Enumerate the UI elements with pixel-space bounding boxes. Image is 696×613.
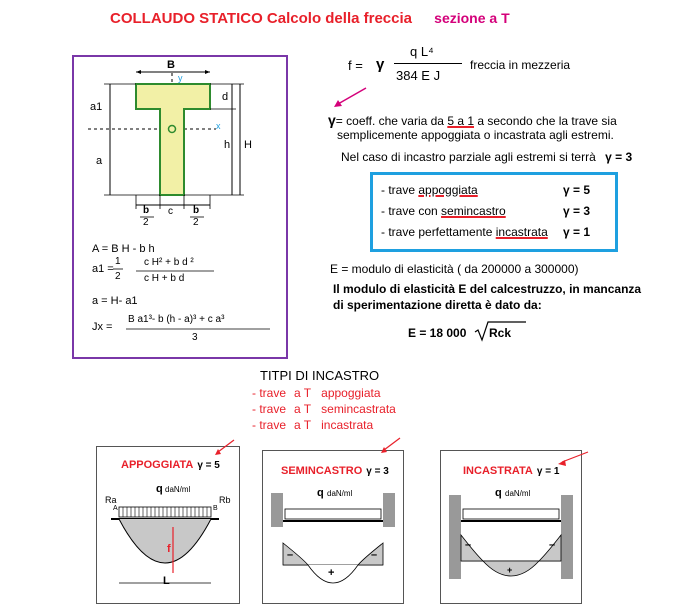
panel-semincastro-minus-left: – bbox=[287, 549, 294, 561]
gamma-row-2 bbox=[381, 204, 506, 218]
page-title bbox=[110, 10, 510, 27]
formula-a1-half-num: 1 bbox=[115, 256, 121, 267]
gamma-row-3-hl: incastrata bbox=[495, 225, 548, 239]
panel-semincastro-unit: daN/ml bbox=[327, 489, 353, 498]
formula-main-lhs: f = bbox=[348, 58, 363, 73]
panel-appoggiata-a: A bbox=[113, 505, 118, 512]
formula-a1-num: c H² + b d ² bbox=[144, 257, 194, 268]
gamma-row-1 bbox=[381, 183, 478, 197]
types-item-1-mid: a T bbox=[294, 386, 312, 400]
gamma-line1-hl: 5 a 1 bbox=[447, 114, 475, 128]
types-item-2 bbox=[252, 402, 396, 416]
panel-incastrata-gamma: γ = 1 bbox=[536, 466, 560, 477]
formula-jx-num: B a1³- b (h - a)³ + c a³ bbox=[128, 314, 225, 325]
panel-appoggiata-f: f bbox=[167, 543, 171, 555]
panel-incastrata-load: q bbox=[495, 487, 502, 499]
panel-semincastro-title-text: SEMINCASTRO bbox=[281, 465, 363, 477]
gamma-line1-pre: = coeff. che varia da bbox=[335, 114, 448, 128]
gamma-line2: semplicemente appoggiata o incastrata agli estremi. bbox=[337, 128, 614, 142]
panel-appoggiata-title-text: APPOGGIATA bbox=[121, 459, 194, 471]
formula-a1-half-den: 2 bbox=[115, 271, 121, 282]
gamma-row-1-val: γ = 5 bbox=[563, 183, 591, 197]
formula-a1-den: c H + b d bbox=[144, 273, 185, 284]
formula-main-bar bbox=[394, 63, 462, 64]
panel-appoggiata bbox=[96, 446, 240, 604]
formula-area: A = B H - b h bbox=[92, 243, 155, 255]
types-item-1 bbox=[252, 386, 381, 400]
arrow-pointer-icon bbox=[330, 86, 370, 110]
t-section-drawing bbox=[74, 57, 286, 357]
label-a1: a1 bbox=[90, 101, 103, 113]
panel-semincastro-minus-right: – bbox=[371, 549, 378, 561]
arrow-appoggiata-icon bbox=[212, 438, 238, 458]
panel-appoggiata-unit: daN/ml bbox=[165, 485, 191, 494]
gamma-partial-text: Nel caso di incastro parziale agli estremi si terrà bbox=[341, 150, 596, 164]
elasticity-formula-rad: Rck bbox=[489, 326, 512, 340]
label-y: y bbox=[178, 73, 183, 83]
arrow-semincastro-icon bbox=[378, 436, 404, 456]
gamma-partial-val: γ = 3 bbox=[605, 150, 633, 164]
formula-main-den: 384 E J bbox=[396, 68, 441, 83]
label-2-right: 2 bbox=[193, 217, 199, 228]
gamma-row-1-hl: appoggiata bbox=[418, 183, 478, 197]
types-item-2-pre: - trave bbox=[252, 402, 287, 416]
gamma-table bbox=[370, 172, 618, 252]
label-d: d bbox=[222, 91, 229, 103]
panel-appoggiata-b: B bbox=[213, 505, 218, 512]
gamma-row-2-pre: - trave con bbox=[381, 204, 442, 218]
types-heading: TITPI DI INCASTRO bbox=[260, 368, 380, 383]
formula-main-gamma: γ bbox=[376, 56, 385, 73]
label-a: a bbox=[96, 155, 103, 167]
gamma-row-3-pre: - trave perfettamente bbox=[381, 225, 496, 239]
label-c: c bbox=[168, 206, 173, 217]
panel-semincastro-gamma: γ = 3 bbox=[366, 466, 389, 477]
types-item-2-mid: a T bbox=[294, 402, 312, 416]
formula-main-desc: freccia in mezzeria bbox=[470, 58, 571, 72]
gamma-line1-post: a secondo che la trave sia bbox=[474, 114, 617, 128]
label-h: h bbox=[224, 139, 231, 151]
gamma-line1 bbox=[328, 112, 617, 128]
elasticity-line2: Il modulo di elasticità E del calcestruzzo, in mancanza bbox=[333, 282, 642, 296]
panel-appoggiata-rb: Rb bbox=[219, 495, 231, 505]
beam-semincastro-drawing bbox=[263, 451, 403, 603]
title-section: sezione a T bbox=[434, 10, 510, 26]
formula-a1-lhs: a1 = bbox=[92, 263, 114, 275]
types-item-3-mid: a T bbox=[294, 418, 312, 432]
label-B: B bbox=[167, 59, 175, 71]
beam-incastrata-drawing bbox=[441, 451, 581, 603]
gamma-symbol: γ bbox=[328, 112, 336, 128]
arrow-incastrata-icon bbox=[556, 448, 592, 470]
panel-appoggiata-load: q bbox=[156, 483, 163, 495]
types-item-2-post: semincastrata bbox=[321, 402, 396, 416]
formula-main-num: q L⁴ bbox=[410, 44, 434, 59]
title-main: COLLAUDO STATICO Calcolo della freccia bbox=[110, 10, 412, 27]
panel-appoggiata-l: L bbox=[163, 575, 170, 587]
elasticity-formula-lhs: E = 18 000 bbox=[408, 326, 467, 340]
gamma-row-3-val: γ = 1 bbox=[563, 225, 591, 239]
panel-incastrata-plus: + bbox=[507, 565, 513, 575]
label-H: H bbox=[244, 139, 252, 151]
label-x: x bbox=[216, 121, 221, 131]
label-b-left: b bbox=[143, 205, 150, 216]
panel-appoggiata-ra: Ra bbox=[105, 495, 117, 505]
types-item-1-post: appoggiata bbox=[321, 386, 381, 400]
panel-semincastro bbox=[262, 450, 404, 604]
panel-incastrata-minus-right: – bbox=[549, 539, 556, 551]
label-2-left: 2 bbox=[143, 217, 149, 228]
elasticity-line1: E = modulo di elasticità ( da 200000 a 300000) bbox=[330, 262, 579, 276]
gamma-row-2-val: γ = 3 bbox=[563, 204, 591, 218]
formula-a: a = H- a1 bbox=[92, 295, 138, 307]
panel-appoggiata-gamma: γ = 5 bbox=[197, 460, 220, 471]
gamma-row-3 bbox=[381, 225, 548, 239]
panel-semincastro-plus: + bbox=[328, 567, 335, 579]
types-item-1-pre: - trave bbox=[252, 386, 287, 400]
panel-incastrata-title-text: INCASTRATA bbox=[463, 465, 533, 477]
types-item-3-pre: - trave bbox=[252, 418, 287, 432]
gamma-row-1-pre: - trave bbox=[381, 183, 419, 197]
label-b-right: b bbox=[193, 205, 200, 216]
panel-semincastro-load: q bbox=[317, 487, 324, 499]
formula-jx-lhs: Jx = bbox=[92, 321, 113, 333]
panel-incastrata-minus-left: – bbox=[465, 539, 472, 551]
panel-incastrata bbox=[440, 450, 582, 604]
gamma-partial bbox=[341, 150, 632, 164]
section-frame bbox=[72, 55, 288, 359]
elasticity-line3: di sperimentazione diretta è dato da: bbox=[333, 298, 542, 312]
formula-jx-den: 3 bbox=[192, 332, 198, 343]
panel-incastrata-unit: daN/ml bbox=[505, 489, 531, 498]
gamma-row-2-hl: semincastro bbox=[441, 204, 506, 218]
types-item-3-post: incastrata bbox=[321, 418, 374, 432]
types-item-3 bbox=[252, 418, 373, 432]
